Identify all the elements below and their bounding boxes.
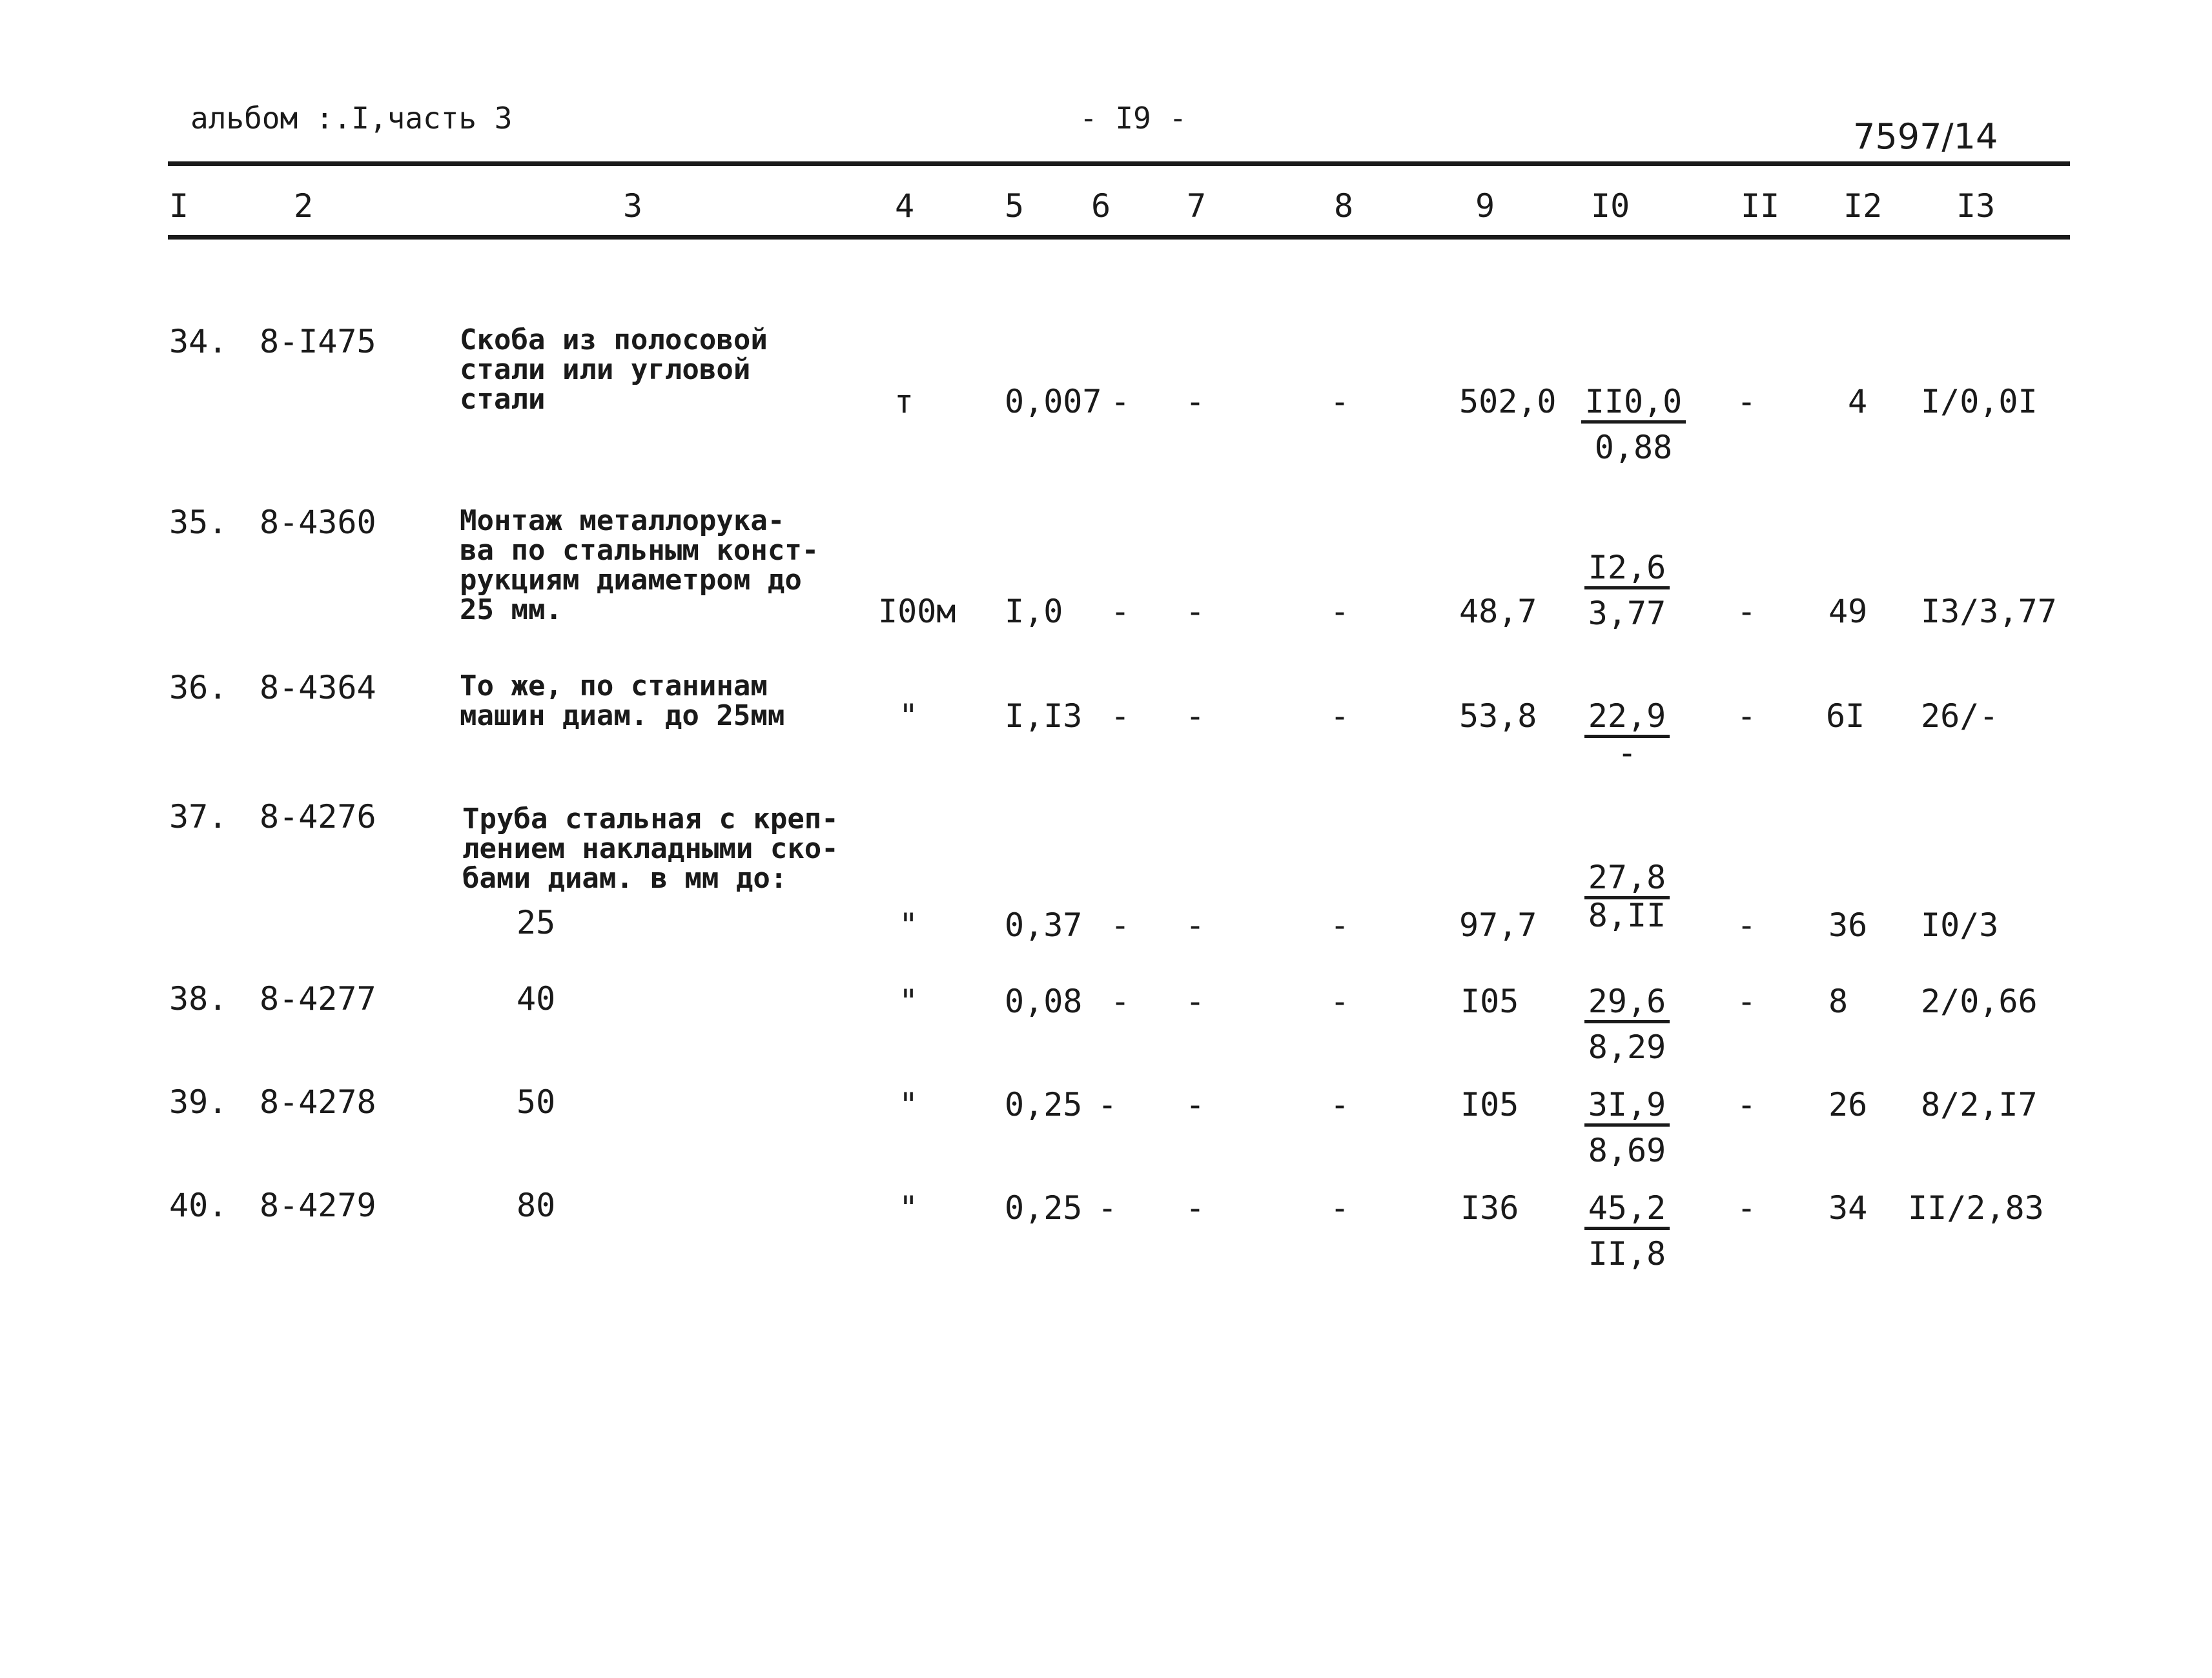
row-col7: - [1185,983,1205,1020]
document-number: 7597/14 [1853,116,1998,157]
row-col7: - [1185,906,1205,944]
row-col10-numerator: II0,0 [1581,383,1686,424]
row-col5: 0,08 [1005,983,1083,1020]
row-col10-fraction [1562,983,1692,1066]
row-size: 80 [517,1187,556,1224]
page-number: - I9 - [1080,101,1187,136]
row-code: 8-4277 [260,980,376,1018]
row-col12: 8 [1828,983,1848,1020]
row-unit: " [899,1086,919,1123]
row-size: 40 [517,980,556,1018]
row-col7: - [1185,697,1205,735]
col-header-8: 8 [1334,187,1354,225]
top-rule [168,161,2070,166]
row-col11: - [1737,1086,1757,1123]
row-code: 8-4276 [260,798,376,835]
row-col12: 49 [1828,593,1868,630]
row-col11: - [1737,983,1757,1020]
row-col10-denominator: 8,69 [1588,1132,1666,1169]
row-col7: - [1185,593,1205,630]
row-col6: - [1111,697,1131,735]
row-col5: I,0 [1005,593,1063,630]
row-col5: I,I3 [1005,697,1083,735]
row-col9: 53,8 [1459,697,1537,735]
row-description: Труба стальная с креп- лением накладными ско- бами диам. в мм до: [462,803,839,895]
col-header-9: 9 [1475,187,1495,225]
row-number: 35. [169,504,228,541]
row-unit: " [899,697,919,735]
row-col8: - [1330,906,1350,944]
row-col13: I3/3,77 [1921,593,2057,630]
row-col12: 34 [1828,1189,1868,1227]
row-number: 37. [169,798,228,835]
row-col8: - [1330,383,1350,420]
row-col7: - [1185,383,1205,420]
row-col9: 48,7 [1459,593,1537,630]
row-col13: 26/- [1921,697,1999,735]
row-description: Монтаж металлорука- ва по стальным конст- рукциям диаметром до 25 мм. [460,504,819,626]
row-col12: 26 [1828,1086,1868,1123]
col-header-7: 7 [1187,187,1207,225]
row-col13: 2/0,66 [1921,983,2038,1020]
row-col10-fraction [1562,1189,1692,1273]
row-col6: - [1111,983,1131,1020]
row-unit: т [894,383,914,420]
row-code: 8-4279 [260,1187,376,1224]
row-number: 36. [169,669,228,706]
row-col8: - [1330,593,1350,630]
row-col10-fraction [1562,549,1692,632]
row-code: 8-4278 [260,1083,376,1121]
row-unit: " [899,983,919,1020]
row-col11: - [1737,383,1757,420]
row-col7: - [1185,1189,1205,1227]
row-col10-fraction [1562,859,1692,934]
row-number: 38. [169,980,228,1018]
header-rule [168,235,2070,240]
row-col10-numerator: I2,6 [1584,549,1670,589]
row-col13: II/2,83 [1908,1189,2044,1227]
row-col12: 4 [1848,383,1868,420]
row-col10-fraction [1562,1086,1692,1169]
row-col10-denominator: 8,29 [1588,1028,1666,1066]
row-col11: - [1737,697,1757,735]
row-description: То же, по станинам машин диам. до 25мм [460,670,785,732]
col-header-13: I3 [1956,187,1996,225]
col-header-2: 2 [294,187,314,225]
row-unit: " [899,906,919,944]
row-col13: I0/3 [1921,906,1999,944]
col-header-12: I2 [1843,187,1883,225]
row-col10-fraction [1562,697,1692,772]
col-header-11: II [1741,187,1780,225]
row-col8: - [1330,1086,1350,1123]
row-col11: - [1737,1189,1757,1227]
row-unit: I00м [878,593,956,630]
row-col10-numerator: 45,2 [1584,1189,1670,1230]
row-col5: 0,007 [1005,383,1102,420]
row-unit: " [899,1189,919,1227]
row-col6: - [1111,383,1131,420]
row-col9: 502,0 [1459,383,1557,420]
col-header-10: I0 [1591,187,1630,225]
col-header-5: 5 [1005,187,1025,225]
col-header-3: 3 [623,187,643,225]
row-col10-numerator: 22,9 [1584,697,1670,738]
row-col10-denominator: - [1617,734,1637,772]
row-col10-denominator: 0,88 [1594,429,1673,466]
row-col10-numerator: 29,6 [1584,983,1670,1023]
row-col9: 97,7 [1459,906,1537,944]
col-header-1: I [169,187,189,225]
row-col6: - [1098,1086,1118,1123]
row-code: 8-I475 [260,323,376,360]
row-number: 40. [169,1187,228,1224]
row-col9: I36 [1460,1189,1519,1227]
row-col13: 8/2,I7 [1921,1086,2038,1123]
row-col10-numerator: 3I,9 [1584,1086,1670,1127]
col-header-4: 4 [895,187,915,225]
album-label: альбом :.I,часть 3 [190,101,513,136]
col-header-6: 6 [1091,187,1111,225]
row-col11: - [1737,906,1757,944]
row-col9: I05 [1460,983,1519,1020]
row-col5: 0,25 [1005,1086,1083,1123]
row-col10-denominator: 3,77 [1588,595,1666,632]
row-col10-fraction [1569,383,1698,466]
row-number: 34. [169,323,228,360]
row-col6: - [1111,906,1131,944]
row-col12: 6I [1826,697,1865,735]
row-description: Скоба из полосовой стали или угловой стали [460,323,768,416]
row-col6: - [1111,593,1131,630]
row-col10-denominator: II,8 [1588,1235,1666,1273]
row-code: 8-4360 [260,504,376,541]
row-col10-numerator: 27,8 [1584,859,1670,899]
row-col13: I/0,0I [1921,383,2038,420]
row-col8: - [1330,1189,1350,1227]
row-code: 8-4364 [260,669,376,706]
row-size: 50 [517,1083,556,1121]
row-col10-denominator: 8,II [1588,897,1666,934]
row-col9: I05 [1460,1086,1519,1123]
row-col11: - [1737,593,1757,630]
row-col8: - [1330,697,1350,735]
row-col6: - [1098,1189,1118,1227]
row-col8: - [1330,983,1350,1020]
row-col5: 0,25 [1005,1189,1083,1227]
row-size: 25 [517,904,556,941]
row-col7: - [1185,1086,1205,1123]
row-col12: 36 [1828,906,1868,944]
row-col5: 0,37 [1005,906,1083,944]
row-number: 39. [169,1083,228,1121]
